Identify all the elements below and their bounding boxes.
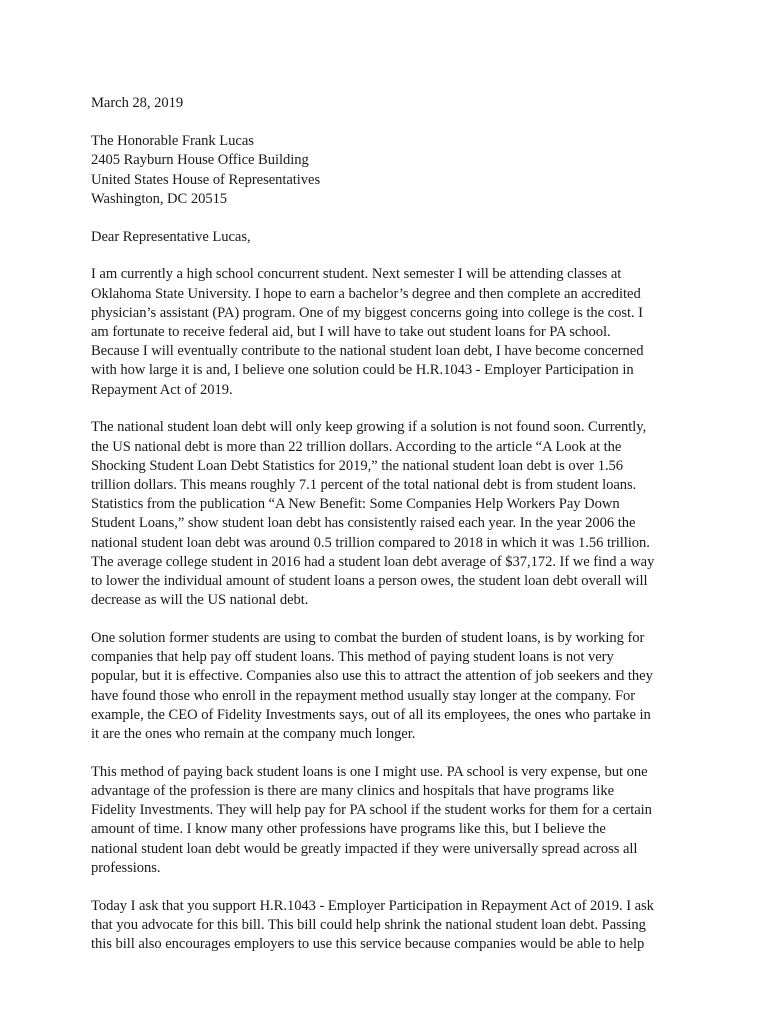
text-line: This method of paying back student loans is one I might use. PA school is very expense, but one	[91, 763, 648, 780]
paragraph-debt-statistics	[91, 418, 691, 610]
letter-page	[91, 94, 691, 954]
text-line: I am currently a high school concurrent student. Next semester I will be attending classes at	[91, 266, 622, 283]
text-line: Repayment Act of 2019.	[91, 381, 233, 398]
text-line: Student Loans,” show student loan debt has consistently raised each year. In the year 2006 the	[91, 515, 636, 532]
text-line: that you advocate for this bill. This bill could help shrink the national student loan debt. Passing	[91, 916, 646, 933]
text-line: have found those who enroll in the repayment method usually stay longer at the company. For	[91, 687, 636, 704]
address-line: 2405 Rayburn House Office Building	[91, 152, 309, 169]
text-line: trillion dollars. This means roughly 7.1 percent of the total national debt is from student loans.	[91, 477, 637, 494]
text-line: Shocking Student Loan Debt Statistics for 2019,” the national student loan debt is over 1.56	[91, 457, 624, 474]
text-line: decrease as will the US national debt.	[91, 592, 309, 609]
paragraph-intro	[91, 265, 691, 399]
text-line: physician’s assistant (PA) program. One of my biggest concerns going into college is the cost. I	[91, 304, 643, 321]
text-line: national student loan debt was around 0.5 trillion compared to 2018 in which it was 1.56 trillion.	[91, 534, 650, 551]
text-line: example, the CEO of Fidelity Investments says, out of all its employees, the ones who partake in	[91, 706, 651, 723]
text-line: popular, but it is effective. Companies also use this to attract the attention of job seekers and they	[91, 668, 653, 685]
recipient-address	[91, 132, 691, 209]
text-line: it are the ones who remain at the company much longer.	[91, 726, 416, 743]
text-line: advantage of the profession is there are many clinics and hospitals that have programs like	[91, 783, 615, 800]
text-line: the US national debt is more than 22 trillion dollars. According to the article “A Look at the	[91, 438, 622, 455]
address-line: United States House of Representatives	[91, 171, 321, 188]
text-line: Today I ask that you support H.R.1043 - Employer Participation in Repayment Act of 2019. I ask	[91, 897, 654, 914]
text-line: amount of time. I know many other professions have programs like this, but I believe the	[91, 821, 606, 838]
text-line: Fidelity Investments. They will help pay for PA school if the student works for them for a certain	[91, 802, 652, 819]
letter-date: March 28, 2019	[91, 95, 184, 111]
text-line: national student loan debt would be greatly impacted if they were universally spread across all	[91, 840, 638, 857]
address-line: The Honorable Frank Lucas	[91, 133, 254, 150]
text-line: Statistics from the publication “A New Benefit: Some Companies Help Workers Pay Down	[91, 496, 620, 513]
address-line: Washington, DC 20515	[91, 190, 228, 207]
text-line: companies that help pay off student loans. This method of paying student loans is not very	[91, 649, 614, 666]
paragraph-solution	[91, 629, 691, 744]
paragraph-personal-plan	[91, 763, 691, 878]
text-line: The average college student in 2016 had a student loan debt average of $37,172. If we find a way	[91, 553, 655, 570]
text-line: professions.	[91, 859, 161, 876]
paragraph-request	[91, 897, 691, 955]
text-line: Oklahoma State University. I hope to earn a bachelor’s degree and then complete an accredited	[91, 285, 641, 302]
text-line: this bill also encourages employers to use this service because companies would be able to help	[91, 936, 645, 953]
text-line: am fortunate to receive federal aid, but I will have to take out student loans for PA school.	[91, 324, 611, 341]
salutation: Dear Representative Lucas,	[91, 228, 251, 245]
text-line: One solution former students are using to combat the burden of student loans, is by working for	[91, 630, 645, 647]
text-line: The national student loan debt will only keep growing if a solution is not found soon. Currently,	[91, 419, 647, 436]
text-line: to lower the individual amount of student loans a person owes, the student loan debt overall will	[91, 573, 648, 590]
text-line: with how large it is and, I believe one solution could be H.R.1043 - Employer Participation in	[91, 362, 634, 379]
text-line: Because I will eventually contribute to the national student loan debt, I have become concerned	[91, 343, 644, 360]
